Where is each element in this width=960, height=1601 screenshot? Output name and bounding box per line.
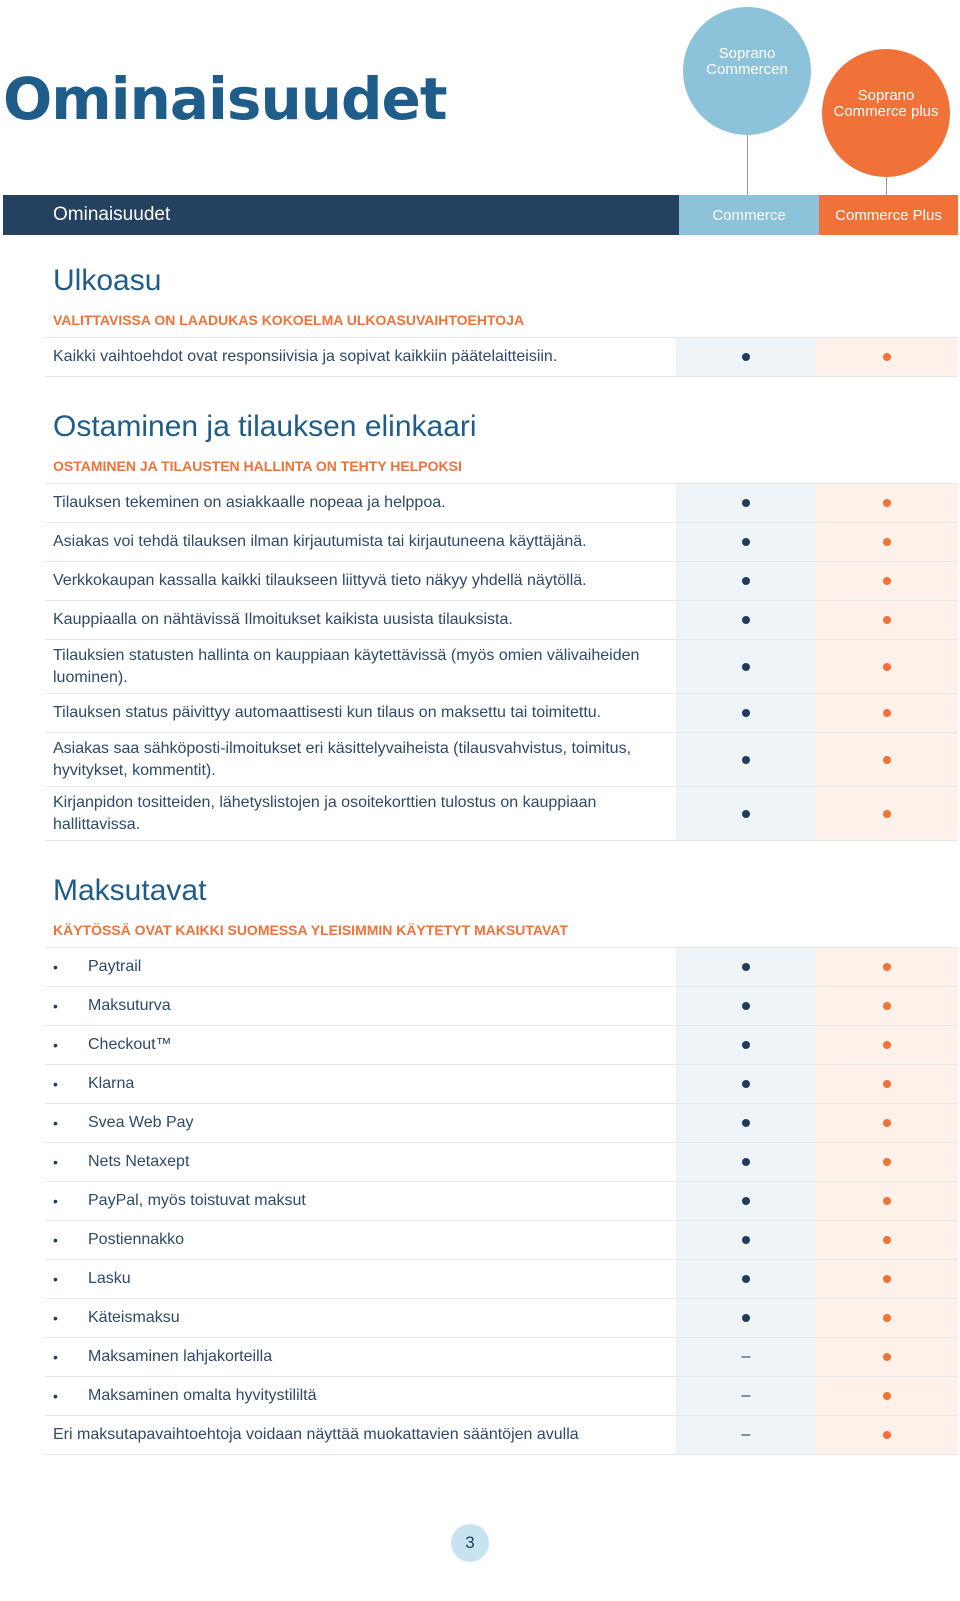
plus-cell <box>816 1416 958 1454</box>
commerce-connector-line <box>747 135 748 195</box>
included-dot-icon <box>883 1431 891 1439</box>
commerce-cell <box>676 787 816 840</box>
bullet-icon: • <box>53 1193 58 1209</box>
payment-method-label: PayPal, myös toistuvat maksut <box>88 1192 306 1209</box>
bullet-icon: • <box>53 1310 58 1326</box>
plus-cell <box>816 733 958 786</box>
included-dot-icon <box>742 963 750 971</box>
commerce-cell <box>676 694 816 732</box>
feature-text <box>45 1143 676 1181</box>
included-dot-icon <box>742 353 750 361</box>
feature-text <box>45 1377 676 1415</box>
commerce-cell <box>676 1338 816 1376</box>
plus-cell <box>816 948 958 986</box>
commerce-cell <box>676 562 816 600</box>
bullet-icon: • <box>53 1271 58 1287</box>
commerce-cell <box>676 1182 816 1220</box>
feature-text: Asiakas voi tehdä tilauksen ilman kirjautumista tai kirjautuneena käyttäjänä. <box>53 533 587 550</box>
included-dot-icon <box>742 663 750 671</box>
table-row <box>45 1182 958 1221</box>
plus-cell <box>816 1143 958 1181</box>
feature-text <box>45 1260 676 1298</box>
included-dot-icon <box>883 1080 891 1088</box>
feature-text: Tilauksien statusten hallinta on kauppiaan käytettävissä (myös omien välivaiheiden luominen). <box>53 646 640 686</box>
section-maksutavat <box>45 841 958 1455</box>
table-row <box>45 733 958 787</box>
feature-text <box>45 1221 676 1259</box>
included-dot-icon <box>883 963 891 971</box>
included-dot-icon <box>883 810 891 818</box>
commerce-cell <box>676 1026 816 1064</box>
plus-cell <box>816 1221 958 1259</box>
commerce-plan-circle <box>683 7 811 135</box>
table-header <box>3 195 958 235</box>
section-title: Ostaminen ja tilauksen elinkaari <box>53 410 477 443</box>
section-subtitle: KÄYTÖSSÄ OVAT KAIKKI SUOMESSA YLEISIMMIN KÄYTETYT MAKSUTAVAT <box>53 922 568 938</box>
section-ulkoasu <box>45 235 958 377</box>
included-dot-icon <box>883 1197 891 1205</box>
included-dot-icon <box>742 810 750 818</box>
section-ostaminen <box>45 377 958 841</box>
table-row <box>45 640 958 694</box>
plus-circle-line2: Commerce plus <box>833 103 939 120</box>
plus-cell <box>816 601 958 639</box>
commerce-cell <box>676 523 816 561</box>
plus-cell <box>816 1299 958 1337</box>
table-row <box>45 694 958 733</box>
included-dot-icon <box>883 756 891 764</box>
bullet-icon: • <box>53 1076 58 1092</box>
included-dot-icon <box>742 756 750 764</box>
page-number: 3 <box>451 1524 489 1562</box>
table-row <box>45 562 958 601</box>
included-dot-icon <box>742 1080 750 1088</box>
payment-method-label: Maksaminen omalta hyvitystililtä <box>88 1387 317 1404</box>
included-dot-icon <box>742 1041 750 1049</box>
included-dot-icon <box>883 1353 891 1361</box>
payment-method-label: Käteismaksu <box>88 1309 180 1326</box>
table-row <box>45 1416 958 1455</box>
included-dot-icon <box>883 1236 891 1244</box>
included-dot-icon <box>742 709 750 717</box>
included-dot-icon <box>883 353 891 361</box>
included-dot-icon <box>883 1158 891 1166</box>
plus-cell <box>816 640 958 693</box>
table-row <box>45 1104 958 1143</box>
included-dot-icon <box>742 499 750 507</box>
included-dot-icon <box>883 538 891 546</box>
plus-cell <box>816 1260 958 1298</box>
payment-method-label: Lasku <box>88 1270 131 1287</box>
commerce-plus-plan-circle <box>822 49 950 177</box>
section-subtitle: VALITTAVISSA ON LAADUKAS KOKOELMA ULKOASUVAIHTOEHTOJA <box>53 312 525 328</box>
table-row <box>45 1026 958 1065</box>
commerce-circle-line2: Commercen <box>706 61 788 78</box>
not-included-dash-icon: – <box>741 1426 751 1443</box>
feature-text <box>45 948 676 986</box>
table-row <box>45 1377 958 1416</box>
commerce-circle-line1: Soprano <box>718 45 776 62</box>
payment-method-label: Maksuturva <box>88 997 171 1014</box>
payment-method-label: Svea Web Pay <box>88 1114 194 1131</box>
included-dot-icon <box>883 1041 891 1049</box>
table-row <box>45 1338 958 1377</box>
included-dot-icon <box>742 1275 750 1283</box>
included-dot-icon <box>742 1236 750 1244</box>
commerce-cell <box>676 1104 816 1142</box>
commerce-cell <box>676 1416 816 1454</box>
feature-text: Kauppiaalla on nähtävissä Ilmoitukset kaikista uusista tilauksista. <box>53 611 513 628</box>
included-dot-icon <box>742 577 750 585</box>
feature-text <box>45 1104 676 1142</box>
commerce-cell <box>676 733 816 786</box>
feature-text <box>45 1338 676 1376</box>
table-row <box>45 1065 958 1104</box>
bullet-icon: • <box>53 1037 58 1053</box>
plus-cell <box>816 1338 958 1376</box>
bullet-icon: • <box>53 998 58 1014</box>
included-dot-icon <box>883 1392 891 1400</box>
plus-cell <box>816 1377 958 1415</box>
table-row <box>45 1143 958 1182</box>
commerce-cell <box>676 1299 816 1337</box>
plus-cell <box>816 1026 958 1064</box>
page-title: Ominaisuudet <box>3 65 447 133</box>
feature-text <box>45 1026 676 1064</box>
not-included-dash-icon: – <box>741 1348 751 1365</box>
commerce-column-header: Commerce <box>679 195 819 235</box>
plus-connector-line <box>886 177 887 195</box>
plus-cell <box>816 338 958 376</box>
section-title: Ulkoasu <box>53 264 162 297</box>
included-dot-icon <box>883 499 891 507</box>
feature-text <box>45 1182 676 1220</box>
commerce-cell <box>676 948 816 986</box>
plus-cell <box>816 987 958 1025</box>
commerce-cell <box>676 987 816 1025</box>
feature-text: Eri maksutapavaihtoehtoja voidaan näyttää muokattavien sääntöjen avulla <box>53 1426 579 1443</box>
plus-cell <box>816 1182 958 1220</box>
commerce-cell <box>676 601 816 639</box>
commerce-cell <box>676 484 816 522</box>
included-dot-icon <box>742 1158 750 1166</box>
included-dot-icon <box>883 1002 891 1010</box>
payment-method-label: Paytrail <box>88 958 142 975</box>
feature-text: Asiakas saa sähköposti-ilmoitukset eri käsittelyvaiheista (tilausvahvistus, toimitus, hyvitykset, kommentit). <box>53 739 632 779</box>
included-dot-icon <box>883 616 891 624</box>
bullet-icon: • <box>53 1388 58 1404</box>
table-row <box>45 787 958 841</box>
plus-cell <box>816 1104 958 1142</box>
table-row <box>45 338 958 377</box>
commerce-cell <box>676 1065 816 1103</box>
included-dot-icon <box>883 1119 891 1127</box>
plus-cell <box>816 1065 958 1103</box>
included-dot-icon <box>742 1002 750 1010</box>
plus-cell <box>816 787 958 840</box>
included-dot-icon <box>883 709 891 717</box>
bullet-icon: • <box>53 1349 58 1365</box>
feature-text: Kaikki vaihtoehdot ovat responsiivisia ja sopivat kaikkiin päätelaitteisiin. <box>53 348 558 365</box>
payment-method-label: Postiennakko <box>88 1231 185 1248</box>
commerce-cell <box>676 1221 816 1259</box>
feature-text: Tilauksen status päivittyy automaattisesti kun tilaus on maksettu tai toimitettu. <box>53 704 602 721</box>
included-dot-icon <box>883 577 891 585</box>
not-included-dash-icon: – <box>741 1387 751 1404</box>
payment-method-label: Maksaminen lahjakorteilla <box>88 1348 273 1365</box>
payment-method-label: Nets Netaxept <box>88 1153 190 1170</box>
included-dot-icon <box>742 1119 750 1127</box>
commerce-cell <box>676 1260 816 1298</box>
included-dot-icon <box>883 1275 891 1283</box>
included-dot-icon <box>742 1314 750 1322</box>
plus-cell <box>816 562 958 600</box>
bullet-icon: • <box>53 1154 58 1170</box>
section-title: Maksutavat <box>53 874 207 907</box>
payment-method-label: Klarna <box>88 1075 135 1092</box>
features-column-header: Ominaisuudet <box>3 195 679 235</box>
payment-method-label: Checkout™ <box>88 1036 172 1053</box>
feature-table <box>45 235 958 1455</box>
commerce-cell <box>676 640 816 693</box>
plus-circle-line1: Soprano <box>857 87 915 104</box>
table-row <box>45 601 958 640</box>
feature-text: Verkkokaupan kassalla kaikki tilaukseen liittyvä tieto näkyy yhdellä näytöllä. <box>53 572 587 589</box>
feature-text <box>45 987 676 1025</box>
table-row <box>45 1260 958 1299</box>
plus-column-header: Commerce Plus <box>819 195 958 235</box>
table-row <box>45 948 958 987</box>
bullet-icon: • <box>53 959 58 975</box>
table-row <box>45 1299 958 1338</box>
commerce-cell <box>676 338 816 376</box>
feature-text <box>45 1065 676 1103</box>
feature-text: Kirjanpidon tositteiden, lähetyslistojen ja osoitekorttien tulostus on kauppiaan hallittavissa. <box>53 793 597 833</box>
plus-cell <box>816 484 958 522</box>
plus-cell <box>816 694 958 732</box>
feature-text: Tilauksen tekeminen on asiakkaalle nopeaa ja helppoa. <box>53 494 446 511</box>
table-row <box>45 987 958 1026</box>
commerce-cell <box>676 1143 816 1181</box>
bullet-icon: • <box>53 1115 58 1131</box>
included-dot-icon <box>883 663 891 671</box>
table-row <box>45 484 958 523</box>
table-row <box>45 1221 958 1260</box>
included-dot-icon <box>742 538 750 546</box>
section-subtitle: OSTAMINEN JA TILAUSTEN HALLINTA ON TEHTY HELPOKSI <box>53 458 462 474</box>
bullet-icon: • <box>53 1232 58 1248</box>
plus-cell <box>816 523 958 561</box>
commerce-cell <box>676 1377 816 1415</box>
table-row <box>45 523 958 562</box>
included-dot-icon <box>742 1197 750 1205</box>
included-dot-icon <box>883 1314 891 1322</box>
included-dot-icon <box>742 616 750 624</box>
feature-text <box>45 1299 676 1337</box>
